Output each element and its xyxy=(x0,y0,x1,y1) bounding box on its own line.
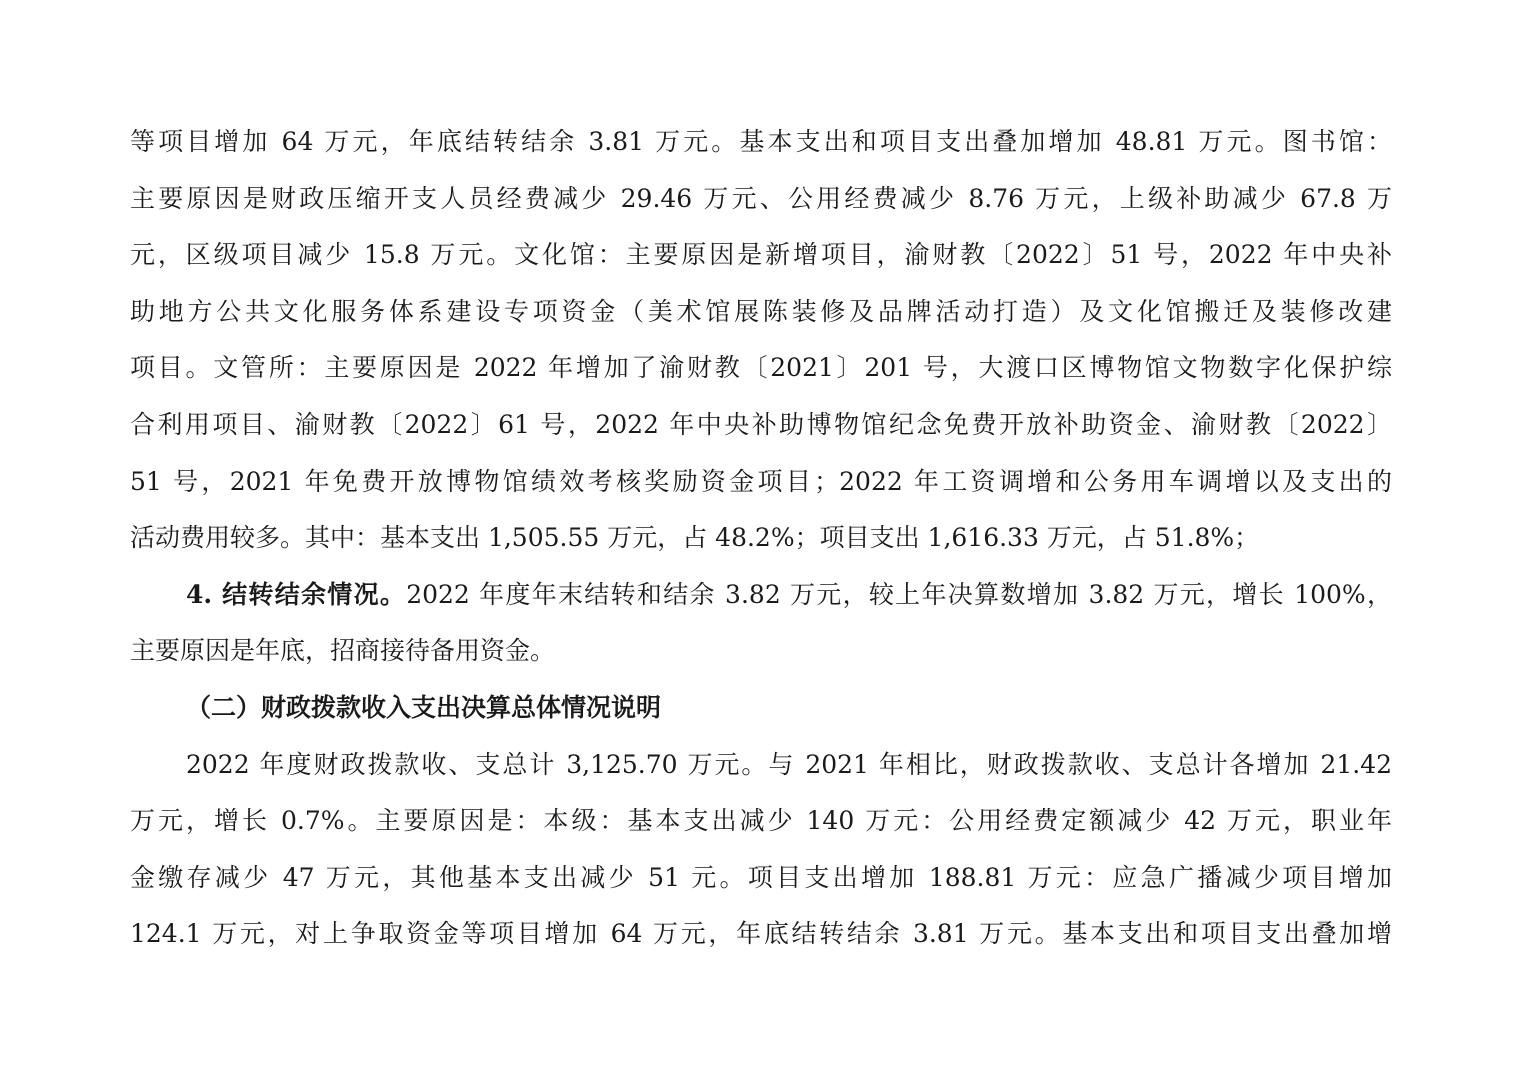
text-line xyxy=(130,567,1392,624)
carryover-label: 4. 结转结余情况。 xyxy=(186,579,407,609)
document-page xyxy=(130,114,1392,963)
text-line: 主要原因是财政压缩开支人员经费减少 29.46 万元、公用经费减少 8.76 万元，上级补助减少 67.8 万 xyxy=(130,183,1392,213)
text-line: 万元，增长 0.7%。主要原因是：本级：基本支出减少 140 万元：公用经费定额减少 42 万元，职业年 xyxy=(130,806,1392,836)
text-line: 主要原因是年底，招商接待备用资金。 xyxy=(130,636,556,666)
paragraph-carryover-balance xyxy=(130,567,1392,680)
section-heading: （二）财政拨款收入支出决算总体情况说明 xyxy=(186,692,662,722)
paragraph-expenditure-reasons xyxy=(130,114,1392,567)
text-line: 元，区级项目减少 15.8 万元。文化馆：主要原因是新增项目，渝财教〔2022〕51 号，2022 年中央补 xyxy=(130,240,1392,270)
text-line: 124.1 万元，对上争取资金等项目增加 64 万元，年底结转结余 3.81 万元。基本支出和项目支出叠加增 xyxy=(130,919,1392,949)
text-line: 等项目增加 64 万元，年底结转结余 3.81 万元。基本支出和项目支出叠加增加 48.81 万元。图书馆： xyxy=(130,127,1392,156)
text-line: 51 号，2021 年免费开放博物馆绩效考核奖励资金项目；2022 年工资调增和公务用车调增以及支出的 xyxy=(130,466,1392,496)
text-line: 2022 年度财政拨款收、支总计 3,125.70 万元。与 2021 年相比，财政拨款收、支总计各增加 21.42 xyxy=(186,749,1392,779)
text-line: 助地方公共文化服务体系建设专项资金（美术馆展陈装修及品牌活动打造）及文化馆搬迁及装修改建 xyxy=(130,296,1392,326)
text-line: 合利用项目、渝财教〔2022〕61 号，2022 年中央补助博物馆纪念免费开放补助资金、渝财教〔2022〕 xyxy=(130,409,1392,439)
paragraph-fiscal-appropriation xyxy=(130,737,1392,963)
text-line: 活动费用较多。其中：基本支出 1,505.55 万元，占 48.2%；项目支出 1,616.33 万元，占 51.8%； xyxy=(130,523,1260,553)
text-line: 项目。文管所：主要原因是 2022 年增加了渝财教〔2021〕201 号，大渡口区博物馆文物数字化保护综 xyxy=(130,353,1392,383)
text-line: 金缴存减少 47 万元，其他基本支出减少 51 元。项目支出增加 188.81 万元：应急广播减少项目增加 xyxy=(130,862,1392,892)
carryover-text: 2022 年度年末结转和结余 3.82 万元，较上年决算数增加 3.82 万元，增长 100%， xyxy=(406,579,1392,609)
